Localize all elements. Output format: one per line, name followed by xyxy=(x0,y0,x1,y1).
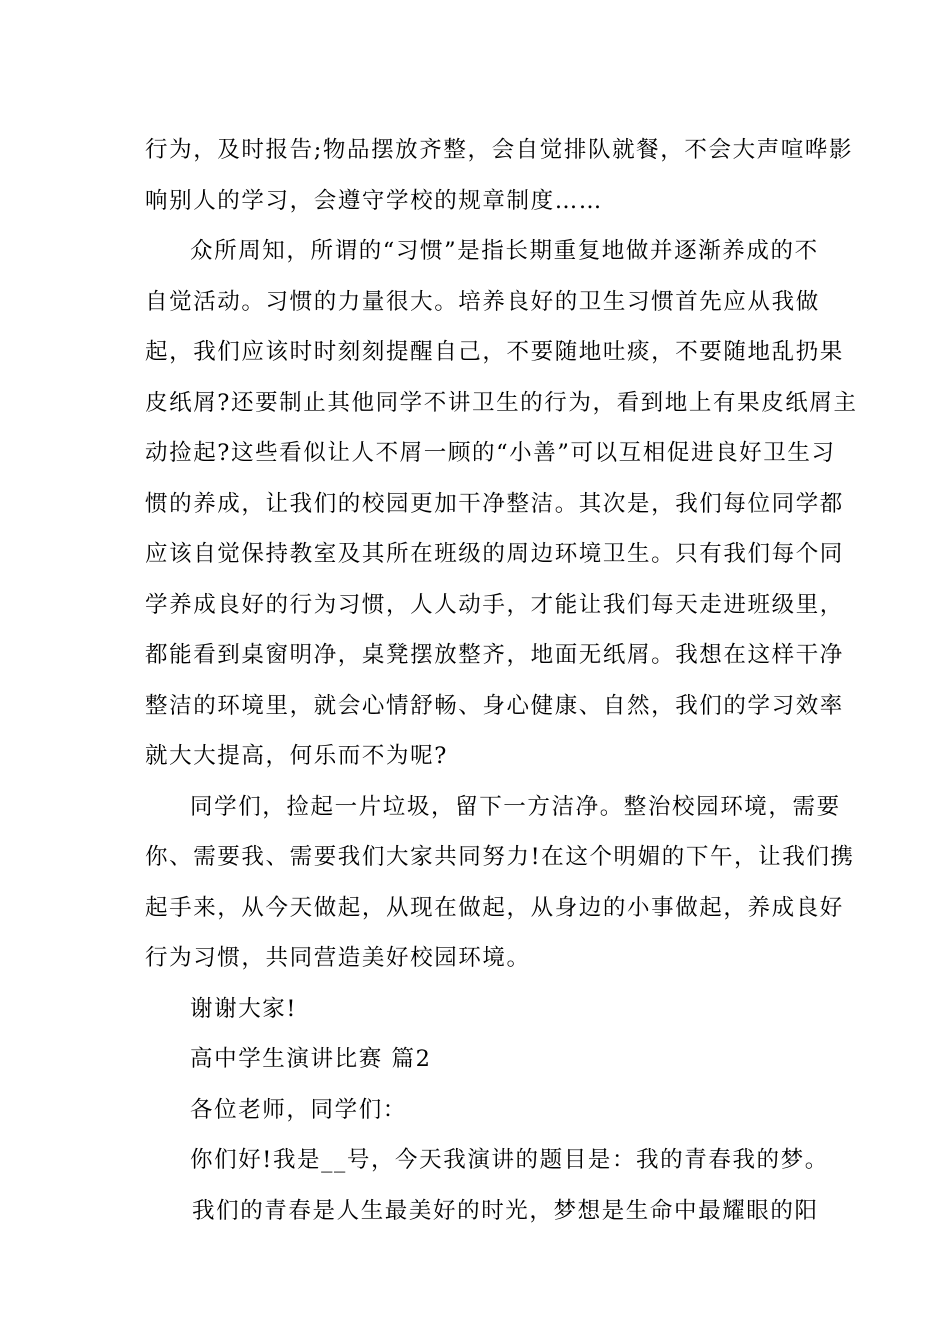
text-line: 学养成良好的行为习惯，人人动手，才能让我们每天走进班级里， xyxy=(145,592,844,618)
text-line: 都能看到桌窗明净，桌凳摆放整齐，地面无纸屑。我想在这样干净 xyxy=(145,642,844,668)
text-line: 响别人的学习，会遵守学校的规章制度…… xyxy=(145,188,603,214)
text-line: 谢谢大家! xyxy=(190,996,298,1022)
text-line: 起，我们应该时时刻刻提醒自己，不要随地吐痰，不要随地乱扔果 xyxy=(145,339,844,365)
text-line: 众所周知，所谓的“习惯”是指长期重复地做并逐渐养成的不 xyxy=(190,238,819,264)
text-line: 整洁的环境里，就会心情舒畅、身心健康、自然，我们的学习效率 xyxy=(145,693,844,719)
salutation: 各位老师，同学们： xyxy=(190,1097,407,1123)
text-line: 同学们，捡起一片垃圾，留下一方洁净。整治校园环境，需要 xyxy=(190,794,841,820)
text-line: 行为习惯，共同营造美好校园环境。 xyxy=(145,945,531,971)
text-line: 皮纸屑?还要制止其他同学不讲卫生的行为，看到地上有果皮纸屑主 xyxy=(145,390,858,416)
text-line: 行为，及时报告;物品摆放齐整，会自觉排队就餐，不会大声喧哗影 xyxy=(145,137,854,163)
section-heading: 高中学生演讲比赛 篇2 xyxy=(190,1046,432,1072)
text-line: 你、需要我、需要我们大家共同努力!在这个明媚的下午，让我们携 xyxy=(145,844,855,870)
text-line: 起手来，从今天做起，从现在做起，从身边的小事做起，养成良好 xyxy=(145,895,844,921)
text-line: 我们的青春是人生最美好的时光，梦想是生命中最耀眼的阳 xyxy=(192,1198,819,1224)
text-line: 自觉活动。习惯的力量很大。培养良好的卫生习惯首先应从我做 xyxy=(145,289,820,315)
text-line: 就大大提高，何乐而不为呢? xyxy=(145,743,448,769)
text-line: 惯的养成，让我们的校园更加干净整洁。其次是，我们每位同学都 xyxy=(145,491,844,517)
text-line: 你们好!我是__号，今天我演讲的题目是：我的青春我的梦。 xyxy=(190,1147,829,1173)
text-line: 应该自觉保持教室及其所在班级的周边环境卫生。只有我们每个同 xyxy=(145,541,844,567)
text-line: 动捡起?这些看似让人不屑一顾的“小善”可以互相促进良好卫生习 xyxy=(145,440,836,466)
